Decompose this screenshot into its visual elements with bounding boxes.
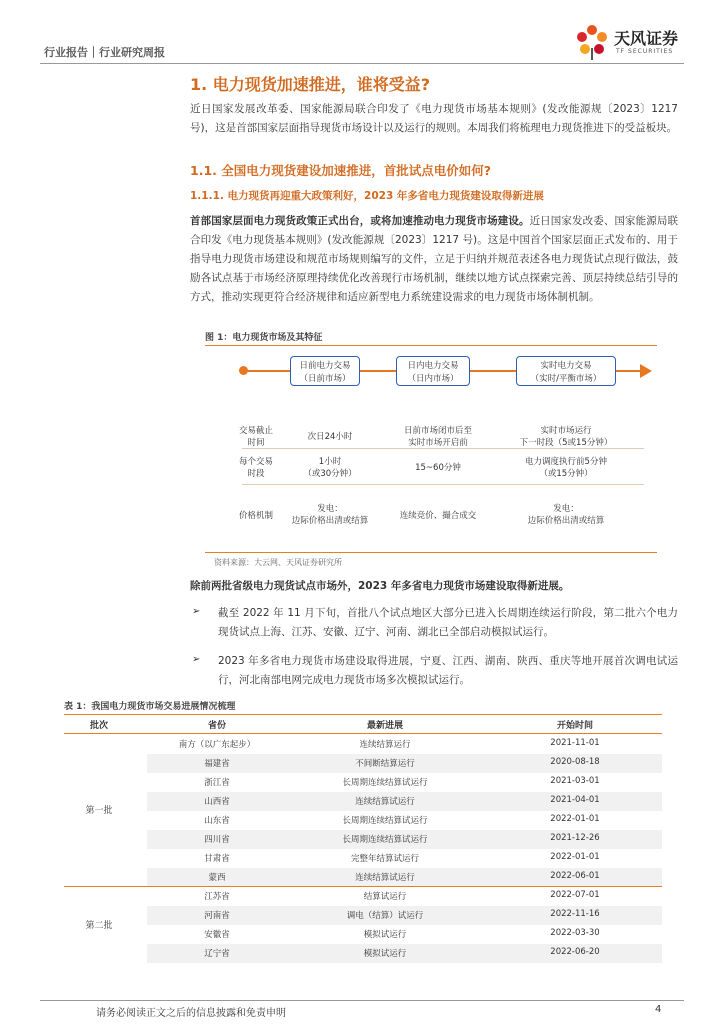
cell-line: 连续竞价、撮合成交 — [399, 511, 477, 521]
section-1-title: 1. 电力现货加速推进，谁将受益? — [190, 75, 431, 94]
cell-province: 浙江省 — [204, 778, 230, 788]
table-row — [147, 735, 662, 754]
policy-paragraph — [190, 212, 678, 307]
cell-province: 辽宁省 — [204, 949, 230, 959]
cell-start: 2021-03-01 — [550, 776, 600, 786]
cell-province: 福建省 — [204, 759, 230, 769]
cell-line: 15~60分钟 — [415, 463, 461, 473]
timeline-start-dot — [239, 366, 248, 375]
table-row — [147, 887, 662, 906]
phase-box-intraday — [396, 356, 470, 386]
row-label-price — [236, 510, 276, 522]
cell-line: 下一时段（5或15分钟） — [519, 438, 613, 448]
batch-label-second: 第二批 — [85, 921, 113, 931]
bullet-arrow-icon: ➢ — [192, 606, 201, 617]
footer-divider — [40, 1000, 684, 1001]
table-1-title: 表 1：我国电力现货市场交易进展情况梳理 — [64, 702, 236, 712]
cell-line: 1小时 — [318, 457, 342, 467]
cell-start: 2022-03-30 — [550, 928, 600, 938]
row-label-line: 每个交易 — [238, 457, 273, 467]
cell-province: 江苏省 — [204, 892, 230, 902]
table-row — [147, 906, 662, 925]
cell-start: 2022-07-01 — [550, 890, 600, 900]
table-row — [147, 944, 662, 963]
policy-paragraph-lead: 首部国家层面电力现货政策正式出台，或将加速推动电力现货市场建设。 — [190, 215, 530, 227]
phase-name: 日内电力交易 — [407, 361, 459, 371]
cell-period-realtime — [506, 456, 626, 480]
cell-province: 蒙西 — [208, 873, 226, 883]
page-number: 4 — [655, 1004, 662, 1015]
report-category: 行业报告｜行业研究周报 — [44, 46, 165, 59]
cell-line: （或30分钟） — [303, 469, 357, 479]
cell-price-intraday — [388, 510, 488, 522]
header-divider — [40, 63, 684, 64]
cell-start: 2022-01-01 — [550, 814, 600, 824]
cell-line: 次日24小时 — [307, 432, 353, 442]
figure-top-rule — [205, 345, 657, 346]
row-label-cutoff — [236, 425, 276, 449]
cell-progress: 模拟试运行 — [363, 949, 407, 959]
flower-logo-icon — [572, 22, 612, 62]
batch-group-divider — [64, 886, 662, 887]
cell-progress: 连续结算试运行 — [355, 797, 415, 807]
cell-progress: 长周期连续结算试运行 — [342, 835, 428, 845]
row-label-line: 交易截止 — [238, 426, 273, 436]
cell-price-realtime — [506, 503, 626, 527]
cell-start: 2020-08-18 — [550, 757, 600, 767]
cell-line: 边际价格出清或结算 — [291, 516, 369, 526]
cell-province: 安徽省 — [204, 930, 230, 940]
row-label-line: 时段 — [247, 469, 265, 479]
timeline-arrow-icon — [640, 364, 652, 378]
section-1-1-1-title: 1.1.1. 电力现货再迎重大政策利好，2023 年多省电力现货建设取得新进展 — [190, 190, 544, 202]
brand-logo — [572, 22, 692, 62]
phase-name: 实时电力交易 — [540, 361, 592, 371]
cell-line: 边际价格出清或结算 — [527, 516, 605, 526]
row-label-line: 时间 — [247, 438, 265, 448]
brand-name-en: TF SECURITIES — [616, 48, 674, 55]
cell-line: 发电： — [553, 504, 579, 514]
section-1-intro: 近日国家发展改革委、国家能源局联合印发了《电力现货市场基本规则》(发改能源规〔2023〕1217 号)，这是首部国家层面指导现货市场设计以及运行的规则。本周我们将梳理电力现货推进下的受益板块。 — [190, 103, 678, 134]
phase-sub: （实时/平衡市场） — [530, 374, 602, 384]
policy-paragraph-body: 近日国家发改委、国家能源局联合印发《电力现货基本规则》(发改能源规〔2023〕1217 号)。这是中国首个国家层面正式发布的、用于指导电力现货市场建设和规范市场规则编写的文件，立足于归纳并规范表述各电力现货试点现行做法，鼓励各试点基于市场经济原理持续优化改善现行市场机制，继续以地方试点探索完善、顶层持续总结引导的方式，推动实现更符合经济规律和适应新型电力系统建设需求的电力现货市场体制机制。 — [190, 215, 679, 303]
row-label-line: 价格机制 — [238, 511, 273, 521]
table-row — [147, 773, 662, 792]
cell-start: 2022-06-20 — [550, 947, 600, 957]
table-header-rule — [64, 733, 662, 734]
cell-cutoff-intraday — [388, 425, 488, 449]
cell-line: （或15分钟） — [539, 469, 593, 479]
cell-progress: 模拟试运行 — [363, 930, 407, 940]
cell-province: 山东省 — [204, 816, 230, 826]
cell-start: 2022-11-16 — [550, 909, 600, 919]
cell-progress: 长周期连续结算试运行 — [342, 778, 428, 788]
column-header-province: 省份 — [207, 721, 226, 731]
progress-heading: 除前两批省级电力现货试点市场外，2023 年多省电力现货市场建设取得新进展。 — [190, 580, 570, 592]
cell-progress: 长周期连续结算试运行 — [342, 816, 428, 826]
cell-line: 日前市场闭市后至 — [403, 426, 472, 436]
cell-progress: 完整年结算试运行 — [350, 854, 419, 864]
table-row — [147, 754, 662, 773]
batch-label-first: 第一批 — [85, 806, 113, 816]
cell-start: 2022-01-01 — [550, 852, 600, 862]
section-1-1-title: 1.1. 全国电力现货建设加速推进，首批试点电价如何? — [190, 163, 491, 178]
figure-1-title: 图 1：电力现货市场及其特征 — [205, 333, 323, 343]
cell-line: 电力调度执行前5分钟 — [525, 457, 607, 467]
table-row — [147, 830, 662, 849]
cell-province: 甘肃省 — [204, 854, 230, 864]
table-row — [147, 849, 662, 868]
cell-cutoff-realtime — [506, 425, 626, 449]
row-label-period — [236, 456, 276, 480]
cell-line: 实时市场开启前 — [408, 438, 468, 448]
cell-progress: 连续结算试运行 — [355, 873, 415, 883]
cell-cutoff-day-ahead — [290, 431, 370, 443]
cell-progress: 连续结算运行 — [359, 740, 411, 750]
cell-progress: 不间断结算运行 — [355, 759, 415, 769]
cell-province: 山西省 — [204, 797, 230, 807]
bullet-arrow-icon: ➢ — [192, 654, 201, 665]
phase-box-day-ahead — [290, 356, 360, 386]
cell-period-intraday — [388, 462, 488, 474]
brand-name-cn: 天风证券 — [614, 29, 679, 48]
cell-progress: 结算试运行 — [363, 892, 407, 902]
phase-name: 日前电力交易 — [299, 361, 351, 371]
table-top-rule — [64, 714, 662, 715]
figure-row-divider — [242, 484, 644, 485]
column-header-batch: 批次 — [89, 721, 108, 731]
cell-start: 2021-04-01 — [550, 795, 600, 805]
cell-period-day-ahead — [290, 456, 370, 480]
figure-source: 资料来源：大云网、天风证券研究所 — [214, 558, 342, 567]
bullet-item: 截至 2022 年 11 月下旬，首批八个试点地区大部分已进入长周期连续运行阶段，第二批六个电力现货试点上海、江苏、安徽、辽宁、河南、湖北已全部启动模拟试运行。 — [218, 607, 678, 638]
cell-line: 发电： — [317, 504, 343, 514]
table-row — [147, 811, 662, 830]
table-row — [147, 792, 662, 811]
cell-start: 2021-12-26 — [550, 833, 600, 843]
bullet-item: 2023 年多省电力现货市场建设取得进展，宁夏、江西、湖南、陕西、重庆等地开展首次调电试运行，河北南部电网完成电力现货市场多次模拟试运行。 — [218, 655, 678, 686]
figure-row-divider — [242, 448, 644, 449]
table-row — [147, 868, 662, 887]
cell-province: 河南省 — [204, 911, 230, 921]
phase-box-realtime — [516, 356, 616, 386]
cell-province: 南方（以广东起步） — [178, 740, 256, 750]
column-header-start: 开始时间 — [556, 721, 593, 731]
cell-price-day-ahead — [280, 503, 380, 527]
phase-sub: （日前市场） — [299, 374, 351, 384]
table-row — [147, 925, 662, 944]
phase-sub: （日内市场） — [407, 374, 459, 384]
cell-line: 实时市场运行 — [540, 426, 592, 436]
footer-disclaimer: 请务必阅读正文之后的信息披露和免责申明 — [96, 1008, 286, 1019]
figure-bottom-rule — [205, 552, 657, 553]
cell-progress: 调电（结算）试运行 — [346, 911, 424, 921]
cell-start: 2022-06-01 — [550, 871, 600, 881]
column-header-progress: 最新进展 — [366, 721, 403, 731]
cell-start: 2021-11-01 — [550, 738, 600, 748]
cell-province: 四川省 — [204, 835, 230, 845]
